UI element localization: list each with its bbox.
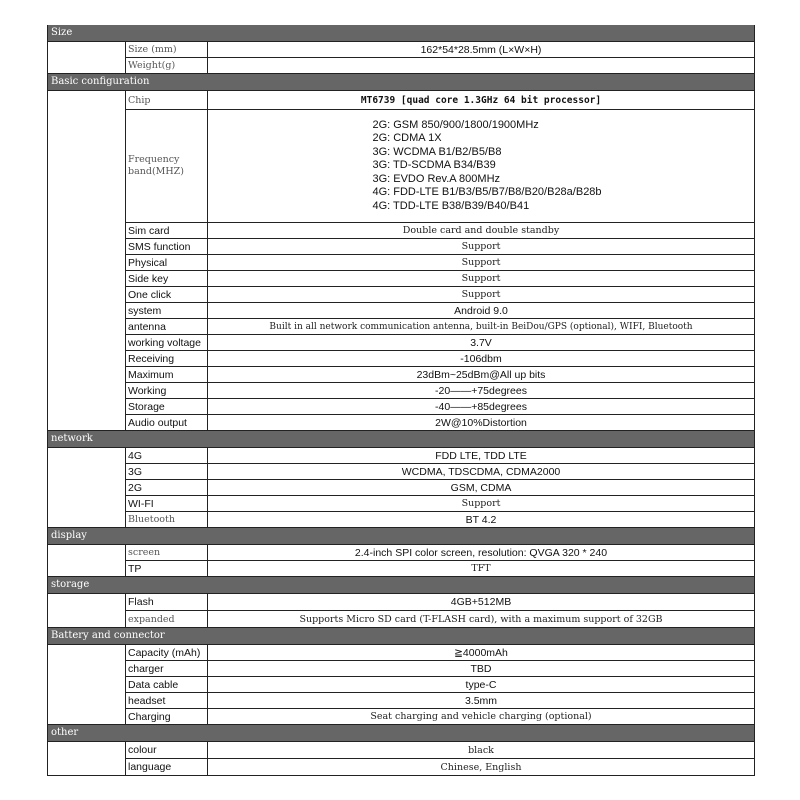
section-title-basic: Basic configuration (48, 74, 754, 91)
spec-row-headset (126, 693, 754, 709)
spec-row-frequency (126, 110, 754, 223)
spec-row-receiving (126, 351, 754, 367)
spec-value: 23dBm~25dBm@All up bits (416, 368, 546, 381)
spec-label: 4G (126, 448, 208, 463)
spec-row-working (126, 383, 754, 399)
spec-row-size (126, 42, 754, 58)
section-title-battery: Battery and connector (48, 628, 754, 645)
spec-value: Support (461, 257, 501, 268)
spec-label: charger (126, 661, 208, 676)
spec-value: WCDMA, TDSCDMA, CDMA2000 (401, 465, 561, 478)
spec-label: working voltage (126, 335, 208, 350)
section-title-display: display (48, 528, 754, 545)
spec-label: 3G (126, 464, 208, 479)
section-spacer (48, 645, 126, 724)
spec-label: Size (mm) (126, 42, 208, 57)
spec-value: Built in all network communication antenna, built-in BeiDou/GPS (optional), WIFI, Bluetooth (269, 321, 693, 332)
section-spacer (48, 448, 126, 527)
section-display (48, 545, 754, 577)
section-spacer (48, 742, 126, 775)
spec-value: 3.7V (470, 336, 492, 349)
spec-label: expanded (126, 611, 208, 627)
section-spacer (48, 91, 126, 430)
spec-label: language (126, 759, 208, 775)
spec-value: Double card and double standby (402, 225, 560, 236)
spec-label: Charging (126, 709, 208, 724)
spec-value: Support (461, 273, 501, 284)
spec-value: 3.5mm (464, 694, 498, 707)
spec-row-charger (126, 661, 754, 677)
spec-row-weight (126, 58, 754, 73)
spec-label: WI-FI (126, 496, 208, 511)
section-title-size: Size (48, 25, 754, 42)
spec-row-sim (126, 223, 754, 239)
spec-label: Side key (126, 271, 208, 286)
section-network (48, 448, 754, 528)
spec-label: system (126, 303, 208, 318)
spec-label: Capacity (mAh) (126, 645, 208, 660)
spec-value: TFT (471, 563, 491, 574)
spec-label: antenna (126, 319, 208, 334)
spec-row-one-click (126, 287, 754, 303)
spec-row-capacity (126, 645, 754, 661)
spec-value: MT6739 [quad core 1.3GHz 64 bit processor] (360, 94, 602, 106)
section-title-network: network (48, 431, 754, 448)
spec-row-charging (126, 709, 754, 724)
frequency-line: 4G: TDD-LTE B38/B39/B40/B41 (372, 199, 530, 212)
spec-value: Support (461, 241, 501, 252)
spec-value: -20——+75degrees (435, 384, 527, 397)
section-other (48, 742, 754, 776)
spec-value (208, 110, 754, 222)
spec-row-2g (126, 480, 754, 496)
spec-value: BT 4.2 (465, 513, 497, 526)
section-battery (48, 645, 754, 725)
spec-label: SMS function (126, 239, 208, 254)
spec-value: Seat charging and vehicle charging (optional) (370, 711, 592, 722)
spec-label: Working (126, 383, 208, 398)
spec-label: screen (126, 545, 208, 560)
spec-row-side-key (126, 271, 754, 287)
frequency-line: 3G: EVDO Rev.A 800MHz (372, 172, 501, 185)
section-spacer (48, 545, 126, 576)
section-spacer (48, 42, 126, 73)
spec-value: GSM, CDMA (450, 481, 512, 494)
spec-row-audio (126, 415, 754, 430)
frequency-line: 3G: WCDMA B1/B2/B5/B8 (372, 145, 502, 158)
spec-row-tp (126, 561, 754, 576)
spec-value: ≧4000mAh (454, 646, 508, 659)
section-size (48, 42, 754, 74)
spec-row-voltage (126, 335, 754, 351)
section-title-other: other (48, 725, 754, 742)
spec-value: 2W@10%Distortion (435, 416, 527, 429)
spec-row-sms (126, 239, 754, 255)
spec-label: Maximum (126, 367, 208, 382)
frequency-line: 4G: FDD-LTE B1/B3/B5/B7/B8/B20/B28a/B28b (372, 186, 602, 199)
section-title-storage: storage (48, 577, 754, 594)
spec-row-wifi (126, 496, 754, 512)
spec-label: Frequency band(MHZ) (126, 110, 208, 222)
spec-row-screen (126, 545, 754, 561)
frequency-line: 3G: TD-SCDMA B34/B39 (372, 159, 496, 172)
spec-row-physical (126, 255, 754, 271)
spec-value: Supports Micro SD card (T-FLASH card), with a maximum support of 32GB (299, 613, 663, 625)
spec-value: Support (461, 498, 501, 509)
spec-row-expanded (126, 611, 754, 627)
spec-value: FDD LTE, TDD LTE (435, 449, 527, 462)
spec-label: Audio output (126, 415, 208, 430)
spec-value: type-C (465, 678, 497, 691)
spec-label: Physical (126, 255, 208, 270)
spec-label: TP (126, 561, 208, 576)
frequency-band-list (372, 119, 601, 214)
spec-label: Receiving (126, 351, 208, 366)
spec-label: Bluetooth (126, 512, 208, 527)
spec-row-storage-temp (126, 399, 754, 415)
spec-row-system (126, 303, 754, 319)
spec-row-bluetooth (126, 512, 754, 527)
spec-row-maximum (126, 367, 754, 383)
frequency-line: 2G: GSM 850/900/1800/1900MHz (372, 118, 539, 131)
spec-row-chip (126, 91, 754, 110)
spec-label: Weight(g) (126, 58, 208, 73)
spec-label: Data cable (126, 677, 208, 692)
spec-label: colour (126, 742, 208, 758)
spec-value: TBD (470, 662, 492, 675)
spec-value: Chinese, English (440, 761, 522, 773)
spec-label: Sim card (126, 223, 208, 238)
spec-value: Android 9.0 (454, 304, 508, 317)
spec-row-language (126, 759, 754, 775)
spec-value: -40——+85degrees (435, 400, 527, 413)
spec-label: Storage (126, 399, 208, 414)
spec-row-data-cable (126, 677, 754, 693)
spec-table (47, 25, 755, 776)
section-basic (48, 91, 754, 431)
spec-value: Support (461, 289, 501, 300)
spec-row-3g (126, 464, 754, 480)
spec-row-flash (126, 594, 754, 611)
spec-label: Flash (126, 594, 208, 610)
section-spacer (48, 594, 126, 627)
frequency-line: 2G: CDMA 1X (372, 132, 442, 145)
spec-value: 4GB+512MB (450, 596, 512, 608)
spec-label: Chip (126, 91, 208, 109)
spec-value (208, 58, 754, 73)
spec-label: headset (126, 693, 208, 708)
spec-value: 162*54*28.5mm (L×W×H) (420, 43, 542, 56)
spec-row-antenna (126, 319, 754, 335)
spec-row-4g (126, 448, 754, 464)
spec-value: black (468, 744, 494, 756)
spec-row-colour (126, 742, 754, 759)
spec-label: 2G (126, 480, 208, 495)
section-storage (48, 594, 754, 628)
spec-label: One click (126, 287, 208, 302)
spec-value: -106dbm (460, 352, 502, 365)
spec-value: 2.4-inch SPI color screen, resolution: QVGA 320 * 240 (354, 546, 608, 559)
